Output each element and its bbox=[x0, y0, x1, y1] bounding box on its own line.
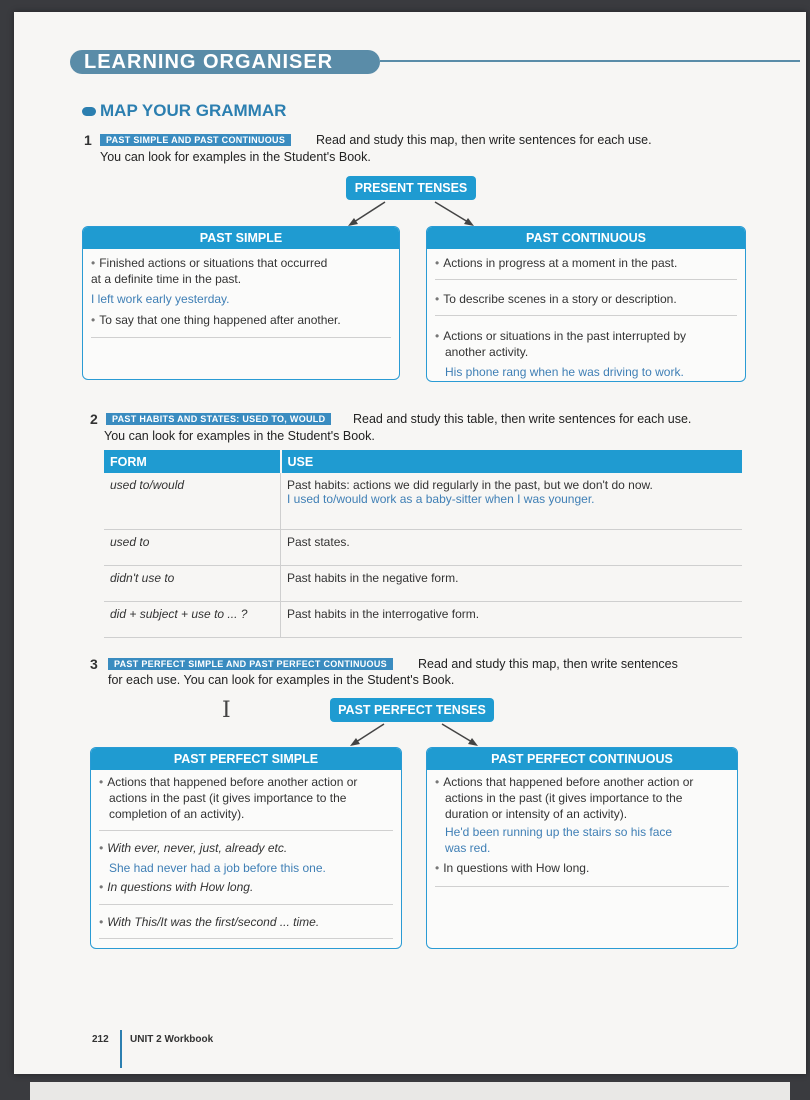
pps-use-1: • Actions that happened before another action or bbox=[99, 775, 358, 789]
past-perfect-simple-title: PAST PERFECT SIMPLE bbox=[91, 748, 401, 770]
column-header-form: FORM bbox=[104, 450, 281, 473]
section-title: MAP YOUR GRAMMAR bbox=[100, 101, 287, 120]
past-continuous-use-3: • Actions or situations in the past interrupted by bbox=[435, 329, 687, 343]
past-continuous-use-1: • Actions in progress at a moment in the past. bbox=[435, 256, 678, 270]
use-cell: Past habits in the interrogative form. bbox=[281, 601, 743, 637]
pps-use-1-cont: actions in the past (it gives importance to the bbox=[109, 791, 347, 805]
past-simple-title: PAST SIMPLE bbox=[83, 227, 399, 249]
form-cell: used to/would bbox=[104, 473, 281, 529]
footer-unit-label: UNIT 2 Workbook bbox=[130, 1034, 214, 1045]
use-cell: Past habits in the negative form. bbox=[281, 565, 743, 601]
past-continuous-title: PAST CONTINUOUS bbox=[427, 227, 745, 249]
page-number: 212 bbox=[92, 1034, 109, 1045]
section-bullet-icon bbox=[82, 107, 96, 116]
next-page-edge bbox=[30, 1082, 790, 1100]
answer-line bbox=[435, 886, 729, 887]
ppc-use-1: • Actions that happened before another action or bbox=[435, 775, 694, 789]
past-perfect-tenses-node: PAST PERFECT TENSES bbox=[330, 698, 494, 722]
exercise-2-instruction-2: You can look for examples in the Student's Book. bbox=[104, 429, 375, 443]
past-perfect-simple-box bbox=[90, 747, 402, 949]
table-row bbox=[104, 565, 742, 601]
exercise-2-number: 2 bbox=[90, 411, 98, 427]
answer-line bbox=[435, 315, 737, 316]
answer-line bbox=[99, 830, 393, 831]
past-continuous-example-3: His phone rang when he was driving to work. bbox=[445, 365, 684, 379]
past-continuous-use-2: • To describe scenes in a story or description. bbox=[435, 292, 677, 306]
exercise-3-instruction: Read and study this map, then write sentences bbox=[418, 657, 678, 671]
banner-rule bbox=[380, 60, 800, 62]
pps-use-3: • In questions with How long. bbox=[99, 880, 254, 894]
used-to-would-table bbox=[104, 450, 742, 638]
ppc-use-2: • In questions with How long. bbox=[435, 861, 590, 875]
past-simple-use-2: • To say that one thing happened after another. bbox=[91, 313, 341, 327]
ppc-example-1: He'd been running up the stairs so his face bbox=[445, 825, 673, 839]
pps-use-2: • With ever, never, just, already etc. bbox=[99, 841, 288, 855]
pps-use-1-cont-2: completion of an activity). bbox=[109, 807, 245, 821]
exercise-3-tag: PAST PERFECT SIMPLE AND PAST PERFECT CONTINUOUS bbox=[108, 658, 393, 670]
use-cell: Past habits: actions we did regularly in the past, but we don't do now. I used to/would work as a baby-sitter when I was younger. bbox=[281, 473, 743, 529]
table-row bbox=[104, 473, 742, 529]
form-cell: didn't use to bbox=[104, 565, 281, 601]
exercise-1-number: 1 bbox=[84, 132, 92, 148]
form-cell: used to bbox=[104, 529, 281, 565]
pps-example-2: She had never had a job before this one. bbox=[109, 861, 326, 875]
answer-line bbox=[99, 938, 393, 939]
ppc-use-1-cont-2: duration or intensity of an activity). bbox=[445, 807, 628, 821]
table-row bbox=[104, 529, 742, 565]
exercise-1-instruction: Read and study this map, then write sentences for each use. bbox=[316, 133, 652, 147]
past-simple-use-1-cont: at a definite time in the past. bbox=[91, 272, 242, 286]
exercise-1-instruction-2: You can look for examples in the Student's Book. bbox=[100, 150, 371, 164]
exercise-1-tag: PAST SIMPLE AND PAST CONTINUOUS bbox=[100, 134, 291, 146]
ppc-example-1-cont: was red. bbox=[445, 841, 491, 855]
past-simple-example-1: I left work early yesterday. bbox=[91, 292, 230, 306]
learning-organiser-banner: LEARNING ORGANISER bbox=[70, 50, 380, 74]
table-row bbox=[104, 601, 742, 637]
past-continuous-use-3-cont: another activity. bbox=[445, 345, 529, 359]
past-simple-box bbox=[82, 226, 400, 380]
form-cell: did + subject + use to ... ? bbox=[104, 601, 281, 637]
exercise-2-instruction: Read and study this table, then write sentences for each use. bbox=[353, 412, 692, 426]
text-cursor-icon: I bbox=[222, 698, 231, 723]
pps-use-4: • With This/It was the first/second ... time. bbox=[99, 915, 320, 929]
column-header-use: USE bbox=[281, 450, 743, 473]
present-tenses-node: PRESENT TENSES bbox=[346, 176, 476, 200]
past-perfect-continuous-title: PAST PERFECT CONTINUOUS bbox=[427, 748, 737, 770]
ppc-use-1-cont: actions in the past (it gives importance to the bbox=[445, 791, 683, 805]
exercise-2-tag: PAST HABITS AND STATES: USED TO, WOULD bbox=[106, 413, 331, 425]
answer-line bbox=[435, 279, 737, 280]
use-cell: Past states. bbox=[281, 529, 743, 565]
past-continuous-box bbox=[426, 226, 746, 382]
use-example: I used to/would work as a baby-sitter when I was younger. bbox=[287, 492, 595, 506]
exercise-3-instruction-2: for each use. You can look for examples in the Student's Book. bbox=[108, 673, 455, 687]
exercise-3-number: 3 bbox=[90, 656, 98, 672]
past-simple-use-1: • Finished actions or situations that occurred bbox=[91, 256, 328, 270]
footer-divider bbox=[120, 1030, 122, 1068]
map-3-arrows bbox=[330, 720, 500, 750]
answer-line bbox=[99, 904, 393, 905]
past-perfect-continuous-box bbox=[426, 747, 738, 949]
answer-line bbox=[91, 337, 391, 338]
